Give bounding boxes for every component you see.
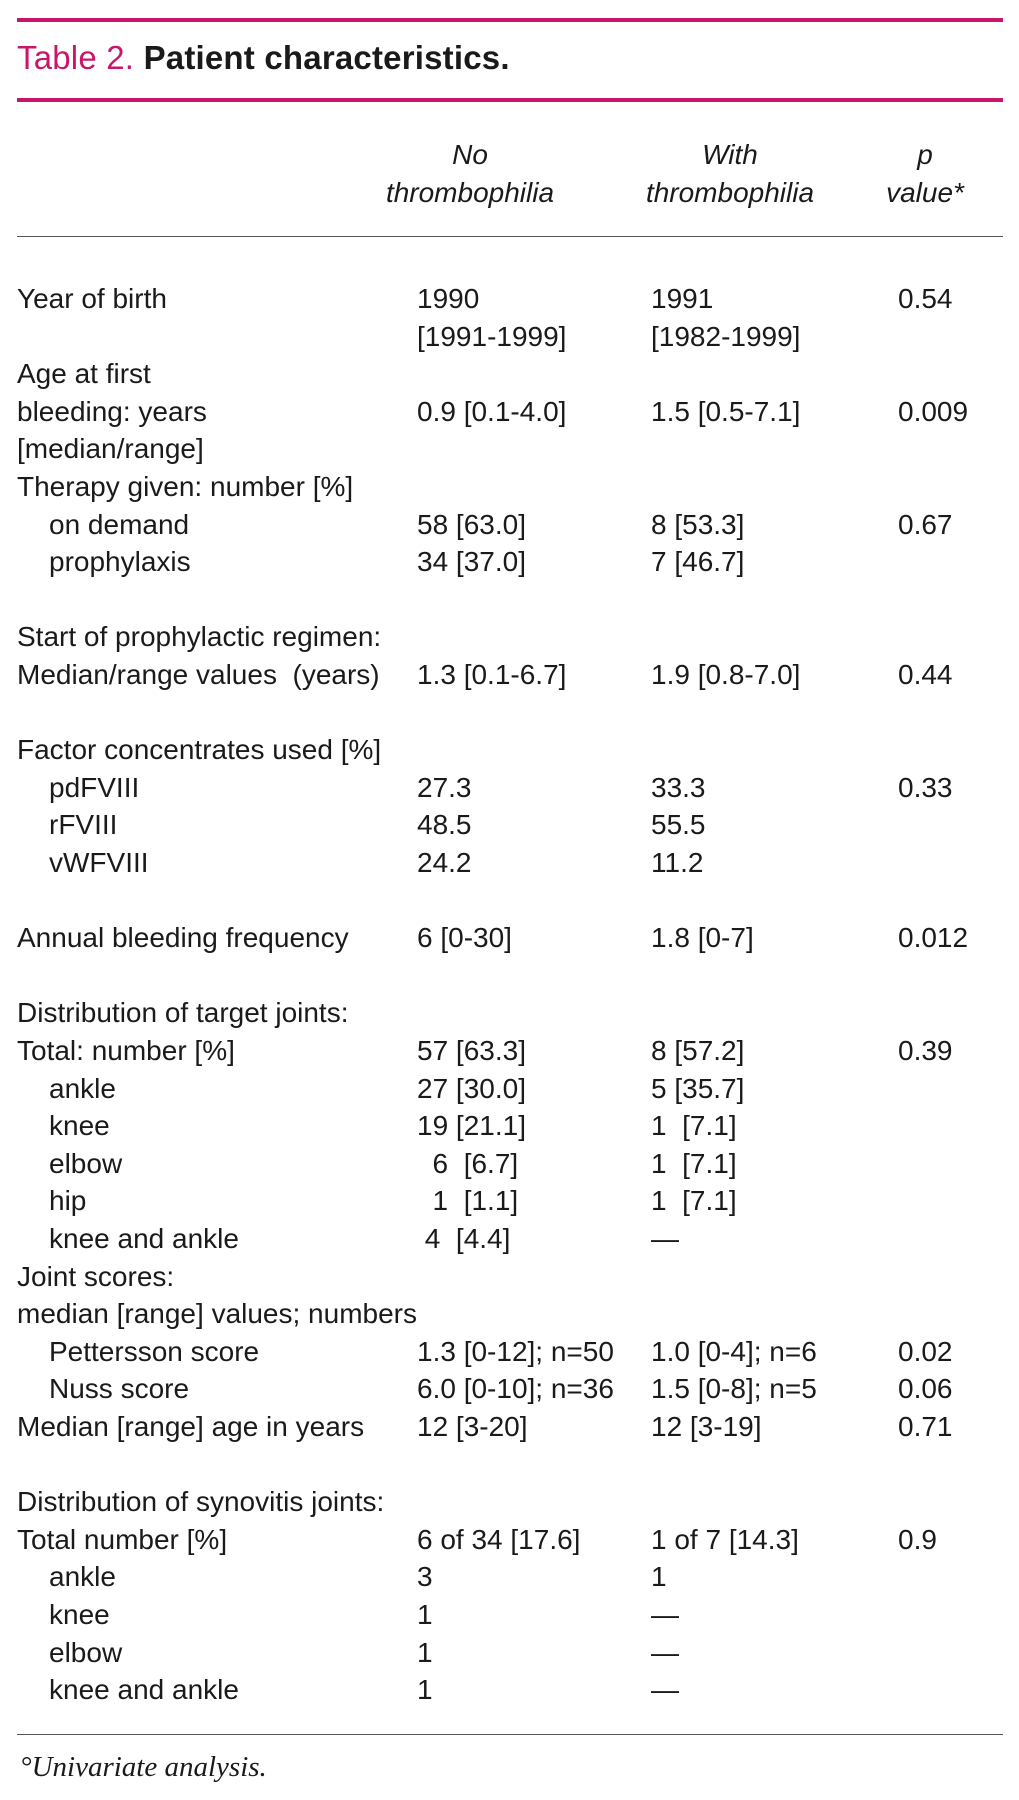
cell-with-thrombophilia: 12 [3-19]: [651, 1411, 762, 1442]
cell-with-thrombophilia: 1 [7.1]: [651, 1185, 737, 1217]
cell-with-thrombophilia: 1.9 [0.8-7.0]: [651, 659, 801, 690]
table-row: [17, 1408, 1003, 1446]
table-row: [17, 318, 1003, 356]
cell-p-value: 0.9: [898, 1523, 937, 1555]
column-header-line: With: [702, 139, 758, 170]
table-row: [17, 1370, 1003, 1408]
table-row: [17, 1070, 1003, 1108]
row-label: Total number [%]: [17, 1523, 228, 1555]
cell-with-thrombophilia: 1.8 [0-7]: [651, 922, 754, 954]
table-label: Table 2.: [17, 39, 135, 76]
table-row: [17, 1596, 1003, 1634]
table-row: [17, 656, 1003, 694]
row-label: knee: [49, 1599, 110, 1630]
row-label: Total: number [%]: [17, 1035, 235, 1066]
cell-no-thrombophilia: 1.3 [0-12]; n=50: [417, 1335, 614, 1367]
table-row: [17, 1258, 1003, 1296]
cell-with-thrombophilia: —: [651, 1223, 679, 1254]
cell-p-value: 0.06: [898, 1373, 953, 1405]
cell-p-value: 0.012: [898, 922, 969, 954]
cell-with-thrombophilia: 8 [57.2]: [651, 1035, 745, 1066]
cell-with-thrombophilia: 5 [35.7]: [651, 1072, 745, 1104]
row-label: [median/range]: [17, 433, 204, 465]
cell-with-thrombophilia: 1.0 [0-4]; n=6: [651, 1335, 817, 1367]
table-row: [17, 355, 1003, 393]
cell-no-thrombophilia: 6 [6.7]: [417, 1147, 519, 1179]
cell-no-thrombophilia: 3: [417, 1561, 433, 1593]
table-row: [17, 506, 1003, 544]
cell-no-thrombophilia: 19 [21.1]: [417, 1110, 526, 1142]
row-label: Joint scores:: [17, 1260, 175, 1292]
table-row: [17, 1521, 1003, 1559]
row-label: ankle: [49, 1072, 116, 1104]
cell-p-value: 0.54: [898, 283, 953, 314]
row-label: Median [range] age in years: [17, 1411, 365, 1442]
top-rule: [17, 18, 1003, 22]
cell-with-thrombophilia: 11.2: [651, 847, 704, 878]
row-label: Pettersson score: [49, 1335, 260, 1367]
row-label: Year of birth: [17, 283, 167, 314]
table-row: [17, 1107, 1003, 1145]
row-label: hip: [49, 1185, 87, 1217]
row-label: Nuss score: [49, 1373, 190, 1405]
row-label: elbow: [49, 1636, 123, 1668]
cell-with-thrombophilia: 1 of 7 [14.3]: [651, 1523, 799, 1555]
cell-with-thrombophilia: 1: [651, 1561, 667, 1593]
cell-no-thrombophilia: 1: [417, 1674, 433, 1706]
cell-no-thrombophilia: 1990: [417, 283, 480, 314]
table-row: [17, 1671, 1003, 1709]
table-row: [17, 618, 1003, 656]
table-row: [17, 430, 1003, 468]
cell-with-thrombophilia: —: [651, 1599, 679, 1630]
row-label: Factor concentrates used [%]: [17, 734, 382, 766]
cell-no-thrombophilia: 6 of 34 [17.6]: [417, 1523, 581, 1555]
row-label: Start of prophylactic regimen:: [17, 621, 382, 653]
table-row: [17, 806, 1003, 844]
row-label: knee and ankle: [49, 1674, 239, 1706]
cell-with-thrombophilia: —: [651, 1636, 679, 1668]
row-label: Distribution of target joints:: [17, 997, 349, 1029]
cell-with-thrombophilia: 7 [46.7]: [651, 546, 745, 578]
row-label: Age at first: [17, 358, 151, 390]
footnote: °Univariate analysis.: [20, 1751, 267, 1783]
column-header-p-value: [870, 136, 980, 212]
table-row: [17, 769, 1003, 807]
cell-with-thrombophilia: —: [651, 1674, 679, 1706]
table-row: [17, 919, 1003, 957]
cell-p-value: 0.009: [898, 395, 969, 427]
cell-p-value: 0.02: [898, 1335, 953, 1367]
cell-p-value: 0.44: [898, 659, 953, 690]
cell-no-thrombophilia: 6.0 [0-10]; n=36: [417, 1373, 614, 1405]
column-header-line: p: [917, 139, 933, 170]
table-row: [17, 694, 1003, 732]
cell-with-thrombophilia: 33.3: [651, 771, 706, 803]
cell-with-thrombophilia: 1991: [651, 283, 714, 314]
table-row: [17, 543, 1003, 581]
column-header-line: value*: [886, 177, 964, 208]
table-row: [17, 882, 1003, 920]
cell-no-thrombophilia: 27 [30.0]: [417, 1072, 526, 1104]
cell-no-thrombophilia: 12 [3-20]: [417, 1411, 528, 1442]
column-header-line: thrombophilia: [645, 177, 815, 208]
cell-no-thrombophilia: 34 [37.0]: [417, 546, 526, 578]
cell-no-thrombophilia: 1 [1.1]: [417, 1185, 519, 1217]
cell-no-thrombophilia: 4 [4.4]: [417, 1223, 511, 1254]
cell-p-value: 0.67: [898, 508, 953, 540]
table-row: [17, 1295, 1003, 1333]
row-label: Distribution of synovitis joints:: [17, 1486, 385, 1518]
table-row: [17, 731, 1003, 769]
cell-no-thrombophilia: [1991-1999]: [417, 320, 567, 352]
cell-p-value: 0.39: [898, 1035, 953, 1066]
table-row: [17, 1032, 1003, 1070]
cell-with-thrombophilia: 55.5: [651, 809, 706, 841]
row-label: rFVIII: [49, 809, 118, 841]
table-row: [17, 1483, 1003, 1521]
table-caption: [17, 38, 510, 78]
row-label: knee: [49, 1110, 110, 1142]
row-label: prophylaxis: [49, 546, 191, 578]
table-row: [17, 1634, 1003, 1672]
cell-no-thrombophilia: 24.2: [417, 847, 472, 878]
table-row: [17, 844, 1003, 882]
row-label: knee and ankle: [49, 1223, 239, 1254]
header-rule: [17, 236, 1003, 237]
cell-no-thrombophilia: 6 [0-30]: [417, 922, 512, 954]
cell-no-thrombophilia: 1: [417, 1599, 433, 1630]
table-row: [17, 1333, 1003, 1371]
column-header-line: No: [452, 139, 488, 170]
bottom-rule: [17, 1734, 1003, 1735]
table-row: [17, 994, 1003, 1032]
row-label: ankle: [49, 1561, 116, 1593]
cell-p-value: 0.33: [898, 771, 953, 803]
table-row: [17, 1145, 1003, 1183]
row-label: Therapy given: number [%]: [17, 471, 354, 502]
table-title: Patient characteristics.: [143, 39, 510, 76]
row-label: Annual bleeding frequency: [17, 922, 349, 954]
row-label: pdFVIII: [49, 771, 140, 803]
column-header-line: thrombophilia: [385, 177, 555, 208]
table-row: [17, 280, 1003, 318]
cell-no-thrombophilia: 1: [417, 1636, 433, 1668]
cell-with-thrombophilia: 8 [53.3]: [651, 508, 745, 540]
column-header-with-thrombophilia: [630, 136, 830, 212]
row-label: bleeding: years: [17, 395, 207, 427]
row-label: elbow: [49, 1147, 123, 1179]
row-label: Median/range values (years): [17, 659, 380, 690]
cell-with-thrombophilia: [1982-1999]: [651, 320, 801, 352]
table-row: [17, 393, 1003, 431]
row-label: median [range] values; numbers: [17, 1298, 417, 1330]
table-row: [17, 957, 1003, 995]
cell-with-thrombophilia: 1.5 [0.5-7.1]: [651, 395, 801, 427]
row-label: vWFVIII: [49, 847, 149, 878]
table-row: [17, 1220, 1003, 1258]
caption-rule: [17, 98, 1003, 102]
cell-no-thrombophilia: 57 [63.3]: [417, 1035, 526, 1066]
table-row: [17, 581, 1003, 619]
table-row: [17, 468, 1003, 506]
table-row: [17, 1446, 1003, 1484]
cell-with-thrombophilia: 1.5 [0-8]; n=5: [651, 1373, 817, 1405]
cell-no-thrombophilia: 27.3: [417, 771, 472, 803]
row-label: on demand: [49, 508, 190, 540]
cell-with-thrombophilia: 1 [7.1]: [651, 1110, 737, 1142]
cell-with-thrombophilia: 1 [7.1]: [651, 1147, 737, 1179]
cell-no-thrombophilia: 48.5: [417, 809, 472, 841]
cell-no-thrombophilia: 0.9 [0.1-4.0]: [417, 395, 567, 427]
cell-p-value: 0.71: [898, 1411, 953, 1442]
table-row: [17, 1558, 1003, 1596]
cell-no-thrombophilia: 1.3 [0.1-6.7]: [417, 659, 567, 690]
column-header-no-thrombophilia: [380, 136, 560, 212]
cell-no-thrombophilia: 58 [63.0]: [417, 508, 526, 540]
table-row: [17, 1182, 1003, 1220]
